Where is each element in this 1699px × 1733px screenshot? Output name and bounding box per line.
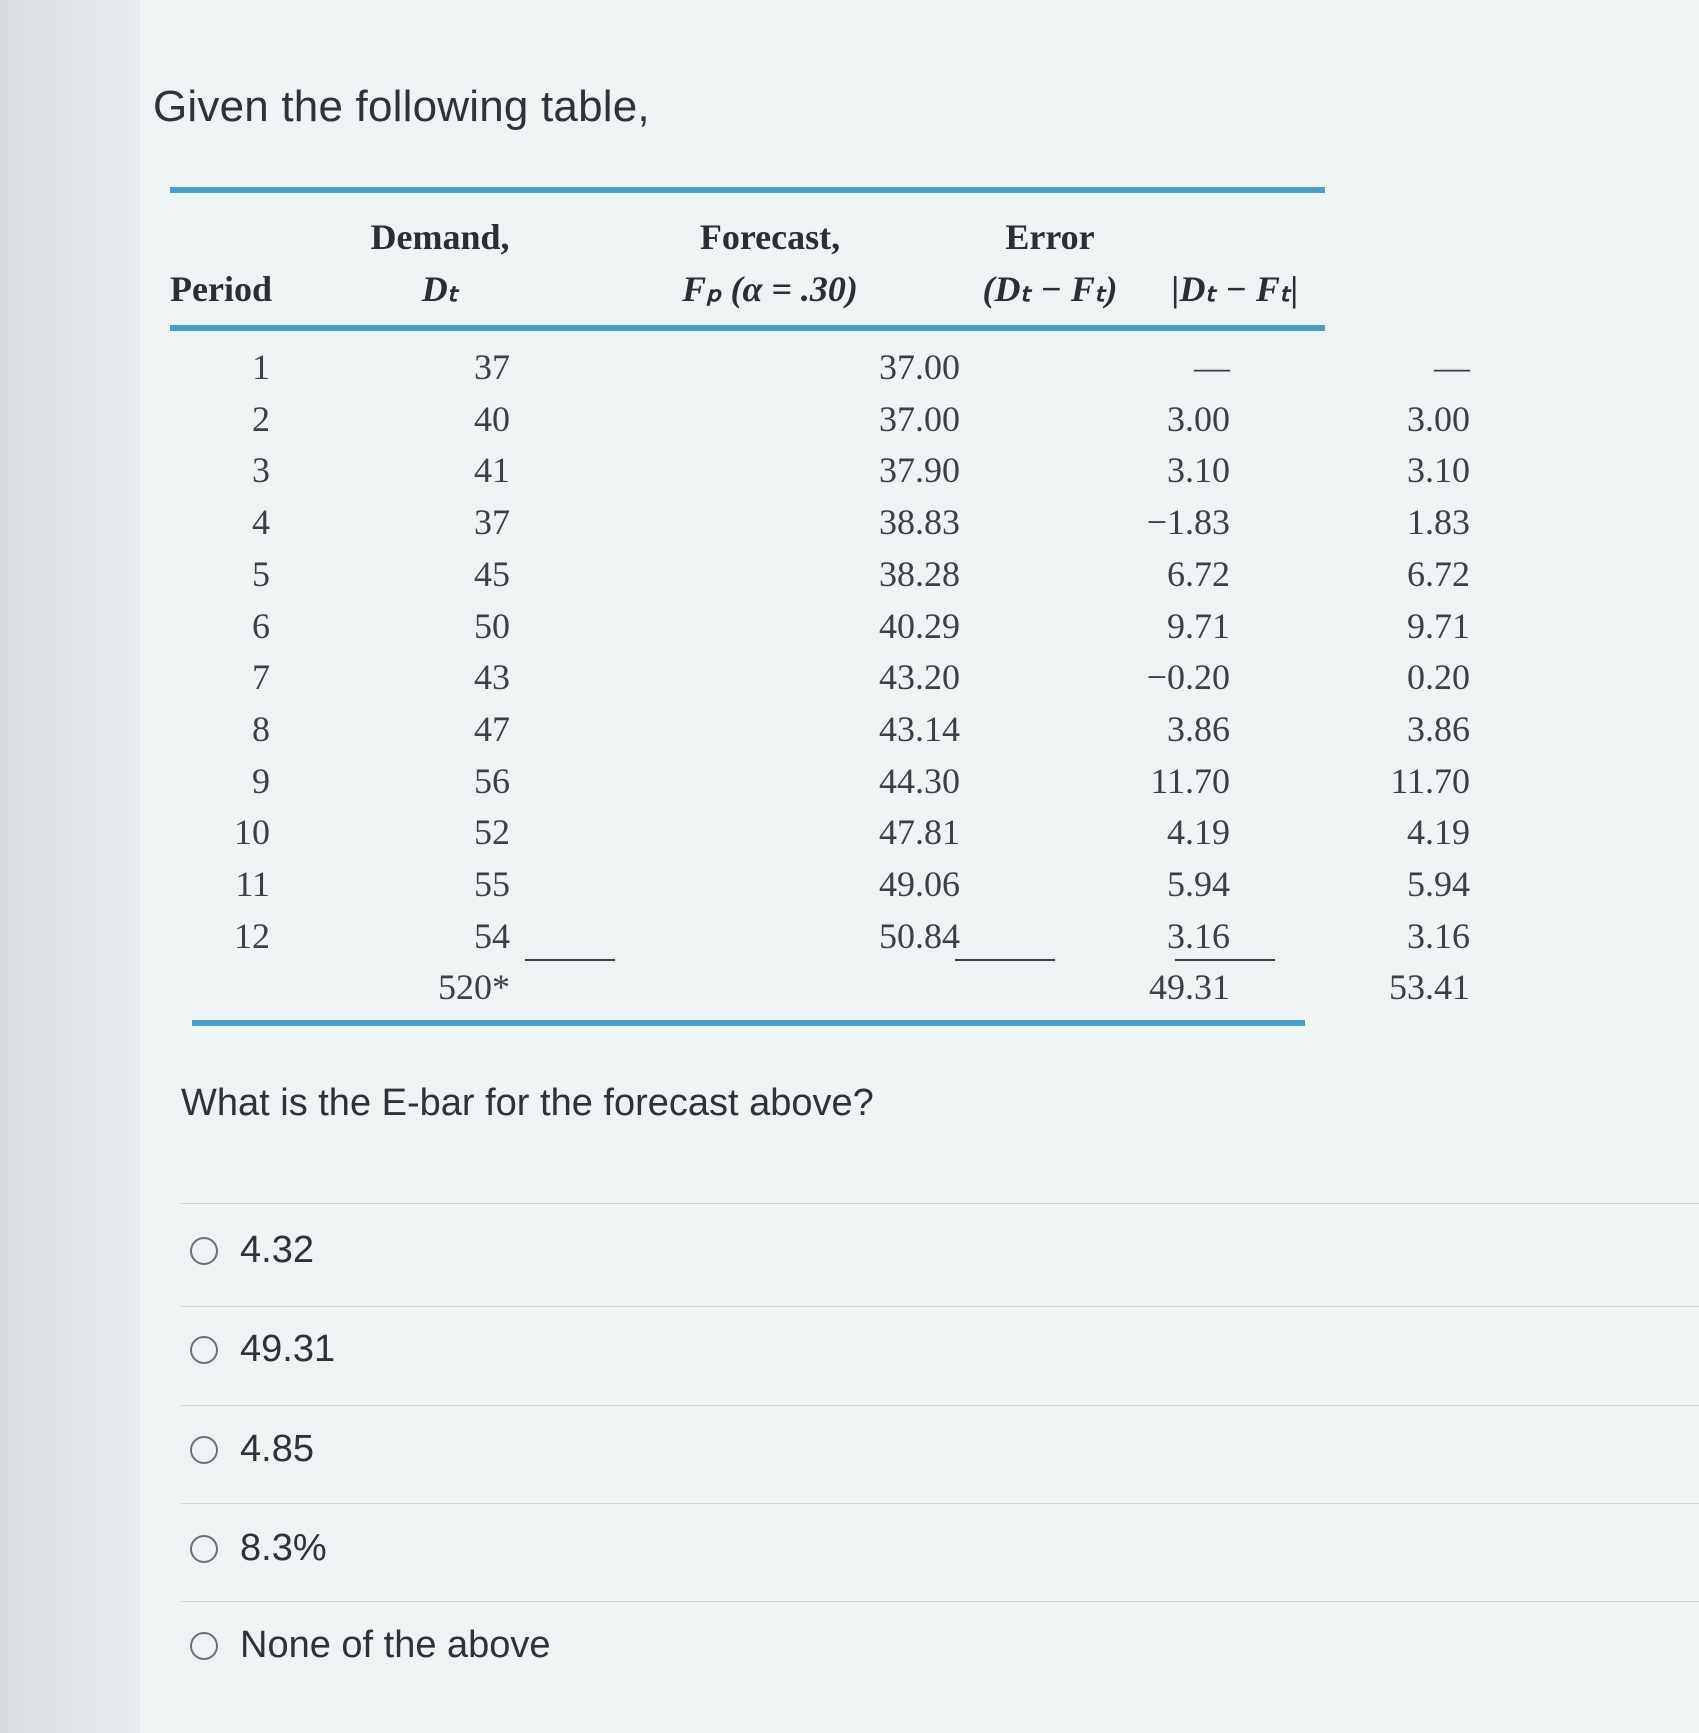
cell-error: 9.71 [1167, 605, 1230, 646]
cell-abs-error: 11.70 [1390, 760, 1470, 801]
header-demand-line1: Demand, [370, 217, 510, 257]
table-row [170, 341, 1470, 393]
cell-abs-error: 3.86 [1407, 708, 1470, 749]
header-period-label: Period [170, 269, 272, 309]
option-label: 49.31 [240, 1328, 336, 1370]
table-row [170, 444, 1470, 496]
question-prompt: What is the E-bar for the forecast above? [181, 1082, 874, 1124]
cell-abs-error: 4.19 [1407, 812, 1470, 853]
option-divider [181, 1306, 1699, 1307]
header-abs-error-label: |Dₜ − Fₜ| [1171, 269, 1299, 309]
total-error: 49.31 [1149, 967, 1230, 1008]
cell-forecast: 43.20 [879, 657, 960, 698]
cell-error: −1.83 [1146, 502, 1230, 543]
option-label: 8.3% [240, 1527, 327, 1569]
table-row [170, 600, 1470, 652]
option-label: 4.32 [240, 1229, 314, 1271]
table-row [170, 703, 1470, 755]
cell-demand: 41 [474, 450, 510, 491]
cell-forecast: 37.00 [879, 398, 960, 439]
header-period [170, 263, 300, 315]
cell-period: 9 [252, 760, 270, 801]
cell-period: 6 [252, 605, 270, 646]
cell-demand: 52 [474, 812, 510, 853]
cell-period: 4 [252, 502, 270, 543]
cell-abs-error: 3.00 [1407, 398, 1470, 439]
cell-error: 6.72 [1167, 553, 1230, 594]
option-2[interactable] [190, 1328, 335, 1371]
option-divider [181, 1503, 1699, 1504]
cell-demand: 37 [474, 502, 510, 543]
cell-period: 10 [234, 812, 270, 853]
option-divider [181, 1405, 1699, 1406]
option-5[interactable] [190, 1624, 551, 1667]
cell-error: 3.86 [1167, 708, 1230, 749]
option-divider [181, 1203, 1699, 1204]
cell-forecast: 44.30 [879, 760, 960, 801]
radio-icon[interactable] [190, 1237, 218, 1265]
table-row [170, 858, 1470, 910]
cell-forecast: 37.00 [879, 347, 960, 387]
total-demand: 520* [438, 967, 510, 1008]
cell-error: −0.20 [1146, 657, 1230, 698]
cell-abs-error: 3.16 [1407, 915, 1470, 956]
cell-forecast: 37.90 [879, 450, 960, 491]
cell-forecast: 50.84 [879, 915, 960, 956]
cell-period: 8 [252, 708, 270, 749]
cell-error: — [1194, 347, 1230, 387]
table-totals-row [170, 961, 1470, 1013]
cell-error: 3.10 [1167, 450, 1230, 491]
cell-error: 5.94 [1167, 864, 1230, 904]
cell-abs-error: 9.71 [1407, 605, 1470, 646]
option-1[interactable] [190, 1229, 314, 1272]
header-forecast-line1: Forecast, [699, 217, 841, 257]
header-demand-line2: Dₜ [421, 269, 459, 309]
header-error-line2: (Dₜ − Fₜ) [982, 269, 1118, 309]
cell-abs-error: 1.83 [1407, 502, 1470, 543]
option-3[interactable] [190, 1428, 314, 1471]
cell-forecast: 49.06 [879, 864, 960, 904]
cell-error: 4.19 [1167, 812, 1230, 853]
table-row [170, 910, 1470, 962]
header-abs-error [1145, 263, 1325, 315]
cell-demand: 40 [474, 398, 510, 439]
table-top-rule [170, 187, 1325, 193]
cell-demand: 55 [474, 864, 510, 904]
header-demand [340, 211, 540, 315]
cell-period: 3 [252, 450, 270, 491]
table-row [170, 755, 1470, 807]
table-row [170, 548, 1470, 600]
cell-demand: 37 [474, 347, 510, 387]
table-header-rule [170, 325, 1325, 331]
screen-bezel [0, 0, 150, 1733]
cell-period: 11 [235, 864, 270, 904]
cell-period: 7 [252, 657, 270, 698]
cell-error: 11.70 [1150, 760, 1230, 801]
table-row [170, 806, 1470, 858]
table-row [170, 651, 1470, 703]
cell-abs-error: — [1434, 347, 1470, 387]
cell-forecast: 43.14 [879, 708, 960, 749]
cell-error: 3.00 [1167, 398, 1230, 439]
option-label: 4.85 [240, 1428, 314, 1470]
cell-forecast: 38.28 [879, 553, 960, 594]
table-row [170, 393, 1470, 445]
option-4[interactable] [190, 1527, 327, 1570]
cell-demand: 56 [474, 760, 510, 801]
question-title: Given the following table, [153, 82, 650, 131]
cell-forecast: 47.81 [879, 812, 960, 853]
option-label: None of the above [240, 1624, 551, 1666]
radio-icon[interactable] [190, 1336, 218, 1364]
cell-period: 5 [252, 553, 270, 594]
cell-forecast: 40.29 [879, 605, 960, 646]
table-row [170, 496, 1470, 548]
cell-abs-error: 6.72 [1407, 553, 1470, 594]
option-divider [181, 1601, 1699, 1602]
header-forecast [610, 211, 930, 315]
cell-abs-error: 5.94 [1407, 864, 1470, 904]
radio-icon[interactable] [190, 1535, 218, 1563]
cell-period: 1 [252, 347, 270, 387]
total-abs-error: 53.41 [1389, 967, 1470, 1008]
cell-abs-error: 3.10 [1407, 450, 1470, 491]
cell-abs-error: 0.20 [1407, 657, 1470, 698]
radio-icon[interactable] [190, 1436, 218, 1464]
cell-period: 12 [234, 915, 270, 956]
cell-forecast: 38.83 [879, 502, 960, 543]
table-bottom-rule [192, 1020, 1305, 1026]
cell-demand: 47 [474, 708, 510, 749]
header-forecast-line2: Fₚ (α = .30) [682, 269, 858, 309]
cell-demand: 54 [474, 915, 510, 956]
cell-demand: 45 [474, 553, 510, 594]
radio-icon[interactable] [190, 1632, 218, 1660]
cell-demand: 43 [474, 657, 510, 698]
header-error-line1: Error [1005, 217, 1095, 257]
cell-demand: 50 [474, 605, 510, 646]
cell-period: 2 [252, 398, 270, 439]
cell-error: 3.16 [1167, 915, 1230, 956]
